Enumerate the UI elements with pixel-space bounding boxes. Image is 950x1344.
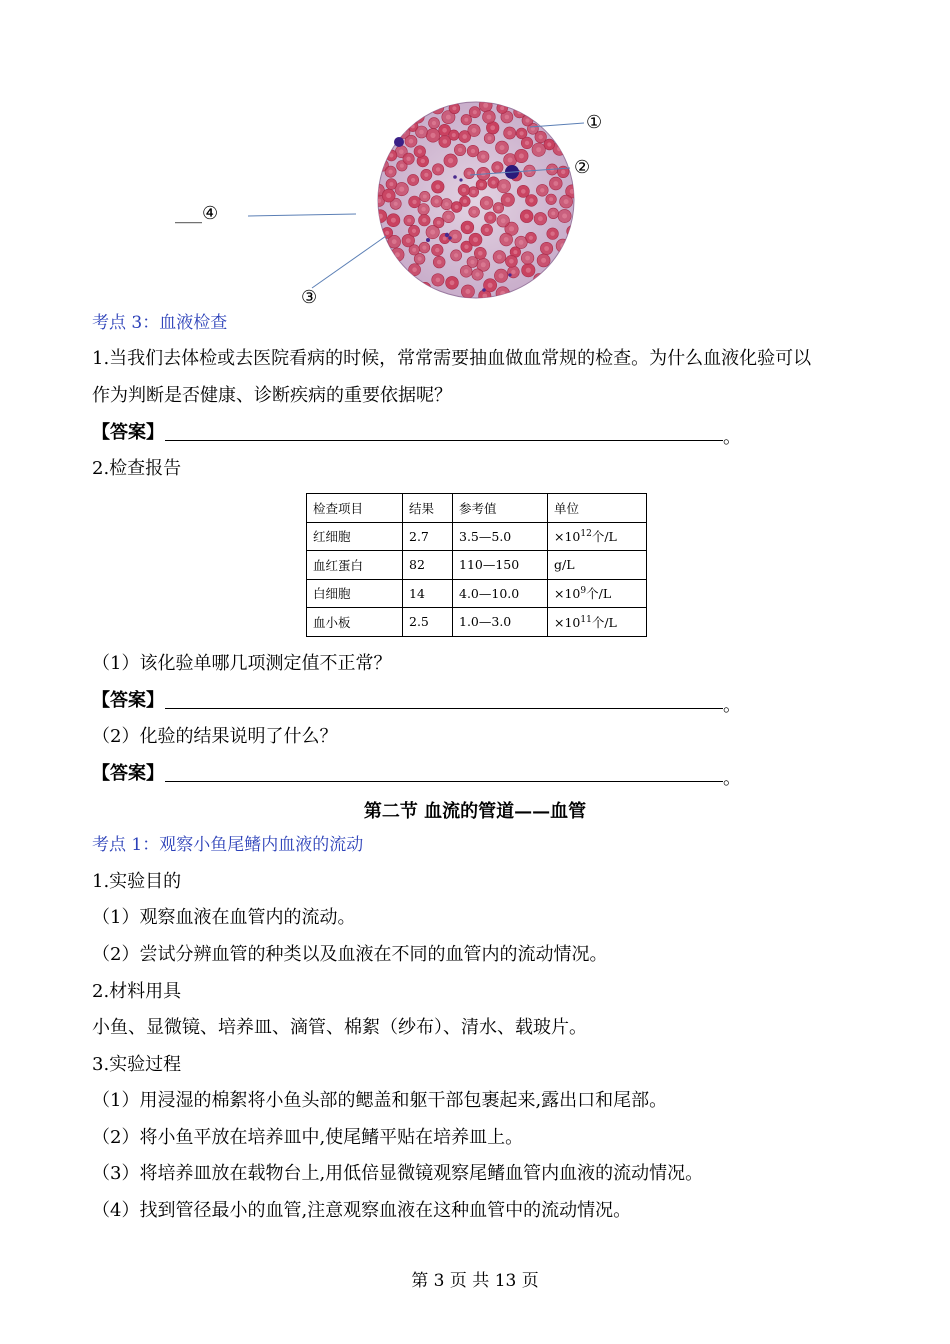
red-blood-cell-center	[464, 118, 468, 122]
red-blood-cell	[397, 126, 410, 139]
kp3-sub2: （2）化验的结果说明了什么？	[92, 726, 338, 747]
red-blood-cell	[411, 110, 424, 123]
red-blood-cell-center	[435, 248, 439, 252]
red-blood-cell-center	[389, 170, 393, 174]
red-blood-cell-center	[454, 253, 458, 257]
red-blood-cell-center	[436, 167, 440, 171]
red-blood-cell-center	[540, 188, 544, 192]
label-2: ②	[574, 157, 591, 178]
red-blood-cell-center	[406, 157, 410, 161]
red-blood-cell-center	[481, 155, 485, 159]
red-blood-cell-center	[499, 273, 504, 278]
unit-suffix: 个/L	[591, 614, 617, 630]
red-blood-cell-center	[412, 248, 416, 252]
red-blood-cell-center	[551, 211, 555, 215]
cell-item: 血小板	[307, 608, 403, 637]
red-blood-cell-center	[519, 154, 524, 159]
red-blood-cell-center	[496, 206, 500, 210]
red-blood-cell-center	[392, 239, 397, 244]
red-blood-cell-center	[557, 146, 562, 151]
red-blood-cell-center	[539, 135, 543, 139]
body-line: （2）尝试分辨血管的种类以及血液在不同的血管内的流动情况。	[92, 944, 608, 965]
red-blood-cell-center	[422, 218, 426, 222]
platelet	[445, 233, 449, 237]
section-title: 第二节 血流的管道——血管	[363, 801, 587, 822]
cell-unit	[548, 579, 647, 608]
red-blood-cell-center	[488, 136, 492, 140]
red-blood-cell-center	[509, 259, 514, 264]
red-blood-cell-center	[421, 207, 425, 211]
kp1-title: 考点 1：观察小鱼尾鳍内血液的流动	[92, 835, 364, 855]
red-blood-cell-center	[544, 246, 549, 251]
red-blood-cell-center	[526, 268, 531, 273]
blood-smear-diagram	[170, 100, 650, 315]
red-blood-cell-center	[473, 237, 478, 242]
red-blood-cell-center	[432, 121, 436, 125]
red-blood-cell-center	[411, 178, 415, 182]
cell-unit	[548, 608, 647, 637]
red-blood-cell-center	[394, 202, 398, 206]
red-blood-cell-center	[524, 214, 529, 219]
red-blood-cell-center	[455, 205, 459, 209]
body-line: 2.材料用具	[92, 981, 182, 1002]
red-blood-cell-center	[391, 218, 396, 223]
label-4-blank	[175, 203, 218, 224]
red-blood-cell-center	[525, 141, 529, 145]
red-blood-cell-center	[448, 158, 453, 163]
red-blood-cell-center	[500, 291, 505, 296]
answer-label-1: 【答案】	[92, 422, 164, 443]
red-blood-cell-center	[385, 231, 389, 235]
header-result: 结果	[403, 494, 453, 523]
answer-label-3: 【答案】	[92, 763, 164, 784]
red-blood-cell-center	[415, 114, 420, 119]
red-blood-cell-center	[465, 225, 470, 230]
red-blood-cell-center	[562, 214, 567, 219]
red-blood-cell-center	[501, 184, 506, 189]
red-blood-cell-center	[538, 216, 543, 221]
red-blood-cell-center	[525, 256, 530, 261]
answer-blank-1[interactable]	[165, 440, 723, 441]
label-4: ④	[202, 203, 219, 224]
red-blood-cell-center	[436, 278, 441, 283]
red-blood-cell-center	[529, 198, 533, 202]
red-blood-cell-center	[507, 131, 512, 136]
red-blood-cell-center	[389, 153, 393, 157]
cell-reference: 1.0—3.0	[453, 608, 548, 637]
body-line: （4）找到管径最小的血管,注意观察血液在这种血管中的流动情况。	[92, 1200, 632, 1221]
platelet	[426, 238, 430, 242]
red-blood-cell-center	[547, 142, 551, 146]
red-blood-cell-center	[570, 229, 574, 233]
red-blood-cell-center	[500, 106, 504, 110]
red-blood-cell-center	[419, 130, 424, 135]
red-blood-cell-center	[443, 139, 448, 144]
red-blood-cell-center	[446, 115, 451, 120]
platelet	[453, 175, 457, 179]
header-reference: 参考值	[453, 494, 548, 523]
cell-unit	[548, 522, 647, 551]
unit-suffix: 个/L	[586, 586, 612, 602]
red-blood-cell-center	[452, 106, 456, 110]
red-blood-cell-center	[472, 210, 476, 214]
red-blood-cell-center	[521, 189, 526, 194]
cell-reference: 3.5—5.0	[453, 522, 548, 551]
red-blood-cell-center	[389, 182, 393, 186]
white-blood-cell-small	[394, 137, 404, 147]
red-blood-cell-center	[418, 257, 422, 261]
cell-item: 白细胞	[307, 579, 403, 608]
cell-result: 2.7	[403, 522, 453, 551]
red-blood-cell-center	[424, 173, 428, 177]
callout-line-3	[312, 236, 386, 288]
red-blood-cell-center	[377, 199, 381, 203]
kp3-q1-line2: 作为判断是否健康、诊断疾病的重要依据呢？	[92, 385, 452, 406]
red-blood-cell-center	[480, 183, 484, 187]
red-blood-cell-center	[553, 181, 558, 186]
unit-base: ×10	[554, 586, 581, 602]
red-blood-cell-center	[481, 262, 486, 267]
answer-blank-2[interactable]	[165, 708, 723, 709]
label-1: ①	[586, 112, 603, 133]
red-blood-cell-center	[458, 148, 462, 152]
unit-exponent: 12	[580, 529, 592, 540]
cell-item: 红细胞	[307, 522, 403, 551]
red-blood-cell-center	[418, 149, 422, 153]
red-blood-cell-center	[453, 234, 458, 239]
red-blood-cell-center	[490, 125, 495, 130]
red-blood-cell-center	[505, 115, 510, 120]
red-blood-cell-center	[549, 197, 553, 201]
cell-reference: 4.0—10.0	[453, 579, 548, 608]
table-row	[307, 551, 647, 580]
red-blood-cell-center	[537, 277, 541, 281]
answer-period-2: 。	[723, 695, 741, 716]
body-line: 1.实验目的	[92, 871, 182, 892]
red-blood-cell-center	[435, 184, 440, 189]
unit-base: ×10	[554, 529, 581, 545]
cell-reference: 110—150	[453, 551, 548, 580]
red-blood-cell	[567, 226, 578, 237]
body-line: （2）将小鱼平放在培养皿中,使尾鳍平贴在培养皿上。	[92, 1127, 524, 1148]
red-blood-cell-center	[450, 280, 455, 285]
kp3-q1-line1: 1.当我们去体检或去医院看病的时候，常常需要抽血做血常规的检查。为什么血液化验可以	[92, 348, 812, 369]
red-blood-cell-center	[525, 118, 529, 122]
red-blood-cell-center	[484, 201, 489, 206]
cell-unit: g/L	[548, 551, 647, 580]
unit-base: ×10	[554, 614, 581, 630]
red-blood-cell-center	[485, 228, 489, 232]
red-blood-cell-center	[464, 269, 468, 273]
red-blood-cell-center	[536, 147, 541, 152]
red-blood-cell-center	[412, 267, 417, 272]
red-blood-cell-center	[511, 270, 515, 274]
red-blood-cell-center	[487, 115, 492, 120]
body-line: 3.实验过程	[92, 1054, 182, 1075]
red-blood-cell-center	[422, 246, 426, 250]
test-report-table	[306, 493, 647, 637]
red-blood-cell-center	[473, 110, 477, 114]
body-line: （1）观察血液在血管内的流动。	[92, 907, 356, 928]
red-blood-cell-center	[399, 149, 404, 154]
answer-period-1: 。	[723, 427, 741, 448]
red-blood-cell-center	[421, 159, 425, 163]
page-footer: 第 3 页 共 13 页	[411, 1271, 539, 1291]
blood-smear-svg	[170, 100, 650, 315]
table-header-row	[307, 494, 647, 523]
red-blood-cell-center	[442, 128, 447, 133]
red-blood-cell-center	[508, 158, 513, 163]
answer-blank-3[interactable]	[165, 781, 723, 782]
red-blood-cell-center	[491, 180, 495, 184]
label-3: ③	[301, 287, 318, 308]
red-blood-cell-center	[445, 202, 449, 206]
red-blood-cell-center	[495, 165, 499, 169]
red-blood-cell-center	[423, 286, 427, 290]
red-blood-cell-center	[430, 133, 435, 138]
red-blood-cell-center	[519, 240, 524, 245]
table-row	[307, 579, 647, 608]
red-blood-cell-center	[497, 255, 502, 260]
unit-exponent: 9	[580, 586, 587, 597]
platelet	[459, 178, 462, 181]
red-blood-cell-center	[406, 238, 411, 243]
red-blood-cell-center	[463, 199, 467, 203]
red-blood-cell-center	[452, 133, 456, 137]
red-blood-cell-center	[472, 128, 477, 133]
cell-result: 2.5	[403, 608, 453, 637]
red-blood-cell-center	[412, 200, 416, 204]
red-blood-cell-center	[509, 226, 514, 231]
red-blood-cell-center	[400, 164, 404, 168]
red-blood-cell-center	[501, 218, 506, 223]
red-blood-cell-center	[564, 199, 569, 204]
red-blood-cell-center	[488, 216, 492, 220]
body-line: （3）将培养皿放在载物台上,用低倍显微镜观察尾鳍血管内血液的流动情况。	[92, 1163, 704, 1184]
red-blood-cell-center	[437, 260, 442, 265]
red-blood-cell-center	[520, 131, 524, 135]
red-blood-cell-center	[561, 170, 565, 174]
cell-item: 血红蛋白	[307, 551, 403, 580]
table-row	[307, 522, 647, 551]
red-blood-cell-center	[462, 134, 467, 139]
answer-label-2: 【答案】	[92, 690, 164, 711]
red-blood-cell-center	[409, 139, 414, 144]
kp3-title: 考点 3：血液检查	[92, 313, 228, 333]
red-blood-cell-center	[541, 258, 546, 263]
unit-suffix: 个/L	[591, 529, 617, 545]
red-blood-cell-center	[470, 260, 474, 264]
body-line: 小鱼、显微镜、培养皿、滴管、棉絮（纱布）、清水、载玻片。	[92, 1017, 587, 1038]
unit-exponent: 11	[580, 614, 592, 625]
red-blood-cell-center	[465, 289, 470, 294]
red-blood-cell-center	[407, 219, 411, 223]
red-blood-cell-center	[399, 187, 404, 192]
kp3-q2: 2.检查报告	[92, 458, 182, 479]
red-blood-cell-center	[550, 232, 554, 236]
red-blood-cell-center	[464, 245, 468, 249]
blank-underline: ___	[175, 203, 202, 224]
red-blood-cell-center	[513, 250, 517, 254]
red-blood-cell-center	[500, 145, 505, 150]
red-blood-cell-center	[430, 230, 435, 235]
platelet	[448, 236, 452, 240]
red-blood-cell-center	[471, 149, 475, 153]
kp3-sub1: （1）该化验单哪几项测定值不正常？	[92, 653, 392, 674]
red-blood-cell-center	[437, 221, 441, 225]
table-row	[307, 608, 647, 637]
red-blood-cell-center	[378, 214, 383, 219]
cell-result: 14	[403, 579, 453, 608]
red-blood-cell-center	[483, 103, 488, 108]
header-unit: 单位	[548, 494, 647, 523]
cell-result: 82	[403, 551, 453, 580]
red-blood-cell-center	[386, 193, 391, 198]
red-blood-cell-center	[423, 195, 427, 199]
red-blood-cell-center	[488, 283, 493, 288]
red-blood-cell-center	[412, 229, 416, 233]
red-blood-cell-center	[529, 236, 533, 240]
red-blood-cell-center	[462, 188, 466, 192]
header-item: 检查项目	[307, 494, 403, 523]
red-blood-cell-center	[446, 215, 450, 219]
red-blood-cell-center	[475, 272, 479, 276]
platelet	[482, 288, 486, 292]
red-blood-cell-center	[434, 199, 438, 203]
answer-period-3: 。	[723, 768, 741, 789]
red-blood-cell-center	[505, 197, 510, 202]
platelet	[508, 273, 511, 276]
body-line: （1）用浸湿的棉絮将小鱼头部的鳃盖和躯干部包裹起来,露出口和尾部。	[92, 1090, 668, 1111]
red-blood-cell-center	[472, 190, 476, 194]
callout-line-4	[248, 214, 356, 216]
red-blood-cell-center	[443, 237, 447, 241]
red-blood-cell-center	[504, 237, 509, 242]
red-blood-cell-center	[478, 251, 483, 256]
